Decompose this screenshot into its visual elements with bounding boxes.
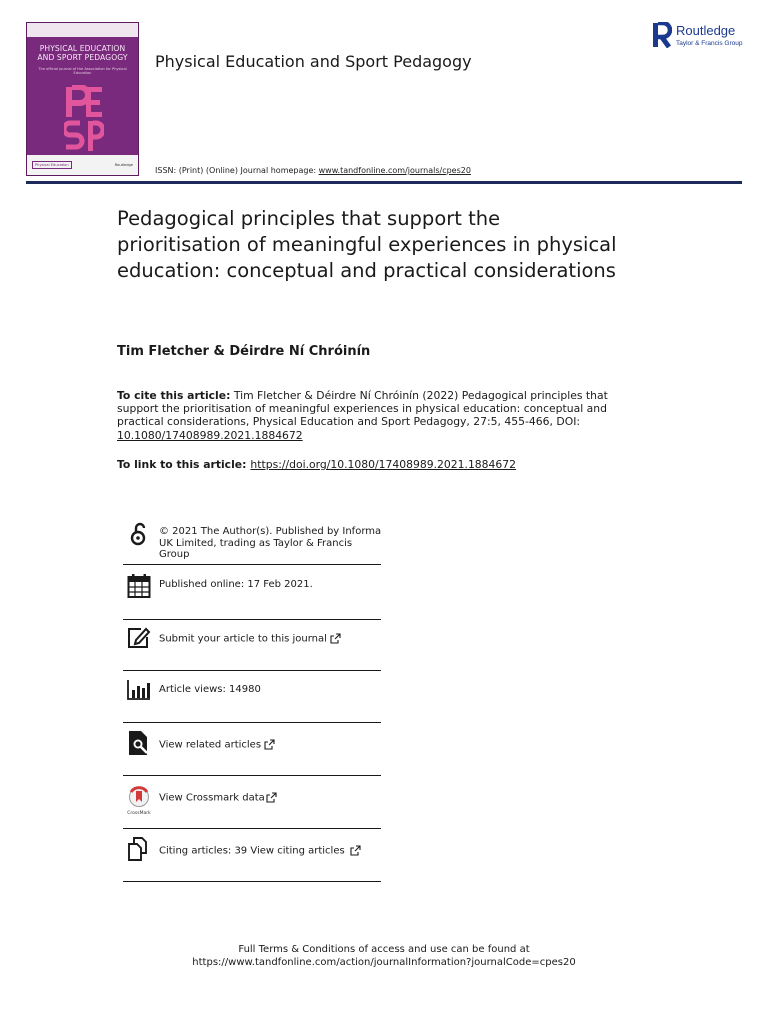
cover-association-logo: Physical Education [32, 161, 72, 169]
submit-article-text: Submit your article to this journal [159, 633, 327, 645]
edit-icon [127, 625, 151, 651]
cite-text: Tim Fletcher & Déirdre Ní Chróinín (2022) Pedagogical principles that support the prioritisation of meaningful experiences in physical education: conceptual and practical considerations, Physical Education and Sport Pedagogy, 27:5, 455-466, DOI: [117, 389, 608, 429]
cover-top-band [27, 23, 138, 37]
citing-documents-icon [127, 836, 151, 862]
footer-terms-text: Full Terms & Conditions of access and use can be found at [238, 944, 530, 955]
cover-routledge-logo: Routledge [114, 163, 133, 167]
external-link-icon [330, 633, 341, 644]
journal-cover [26, 22, 139, 176]
footer [0, 943, 768, 969]
issn-line [155, 166, 471, 175]
routledge-brand-name: Routledge [676, 23, 736, 38]
view-crossmark-link[interactable] [159, 792, 384, 804]
view-crossmark-text: View Crossmark data [159, 792, 265, 804]
citing-articles-link[interactable] [159, 845, 384, 857]
link-label: To link to this article: [117, 458, 247, 471]
external-link-icon [350, 845, 361, 856]
cover-title-line2: AND SPORT PEDAGOGY [37, 53, 128, 62]
citing-row[interactable] [123, 829, 381, 882]
calendar-icon [127, 573, 151, 599]
cover-subtitle: The official journal of the Association for Physical Education [38, 67, 127, 76]
crossmark-row[interactable] [123, 776, 381, 829]
routledge-logo [652, 22, 748, 50]
cover-title-line1: PHYSICAL EDUCATION [39, 44, 126, 53]
citation-block [117, 389, 627, 442]
cover-pesp-logo [64, 85, 104, 153]
cite-doi-link[interactable]: 10.1080/17408989.2021.1884672 [117, 428, 303, 442]
cite-label: To cite this article: [117, 389, 231, 402]
document-search-icon [127, 730, 151, 756]
related-row[interactable] [123, 723, 381, 776]
submit-article-link[interactable] [159, 633, 384, 645]
routledge-tagline: Taylor & Francis Group [676, 40, 743, 47]
views-row [123, 671, 381, 723]
cover-bottom-band [27, 155, 138, 175]
published-text: Published online: 17 Feb 2021. [159, 579, 313, 590]
cover-title [27, 44, 138, 62]
article-title: Pedagogical principles that support the prioritisation of meaningful experiences in physical education: conceptual and practical considerations [117, 207, 617, 282]
header-rule [26, 181, 742, 184]
article-authors: Tim Fletcher & Déirdre Ní Chróinín [117, 344, 371, 359]
open-access-row [123, 518, 381, 565]
bar-chart-icon [127, 677, 151, 703]
open-access-icon [127, 521, 151, 547]
article-views-text: Article views: 14980 [159, 684, 261, 695]
article-doi-link[interactable]: https://doi.org/10.1080/17408989.2021.1884672 [250, 458, 517, 471]
open-access-text: © 2021 The Author(s). Published by Informa UK Limited, trading as Taylor & Francis Group [159, 526, 382, 561]
article-link-line [117, 458, 516, 471]
submit-row[interactable] [123, 620, 381, 671]
view-related-text: View related articles [159, 739, 262, 751]
external-link-icon [264, 739, 275, 750]
crossmark-icon [127, 786, 151, 816]
routledge-r-icon [652, 22, 672, 48]
footer-terms-url[interactable]: https://www.tandfonline.com/action/journalInformation?journalCode=cpes20 [192, 957, 576, 968]
issn-text: ISSN: (Print) (Online) Journal homepage: [155, 166, 319, 175]
published-row [123, 565, 381, 620]
crossmark-logo-text: CrossMark [127, 811, 151, 816]
journal-title: Physical Education and Sport Pedagogy [155, 52, 472, 71]
journal-homepage-link[interactable]: www.tandfonline.com/journals/cpes20 [318, 166, 471, 175]
view-related-link[interactable] [159, 739, 384, 751]
external-link-icon [266, 792, 277, 803]
citing-articles-text: Citing articles: 39 View citing articles [159, 845, 345, 857]
